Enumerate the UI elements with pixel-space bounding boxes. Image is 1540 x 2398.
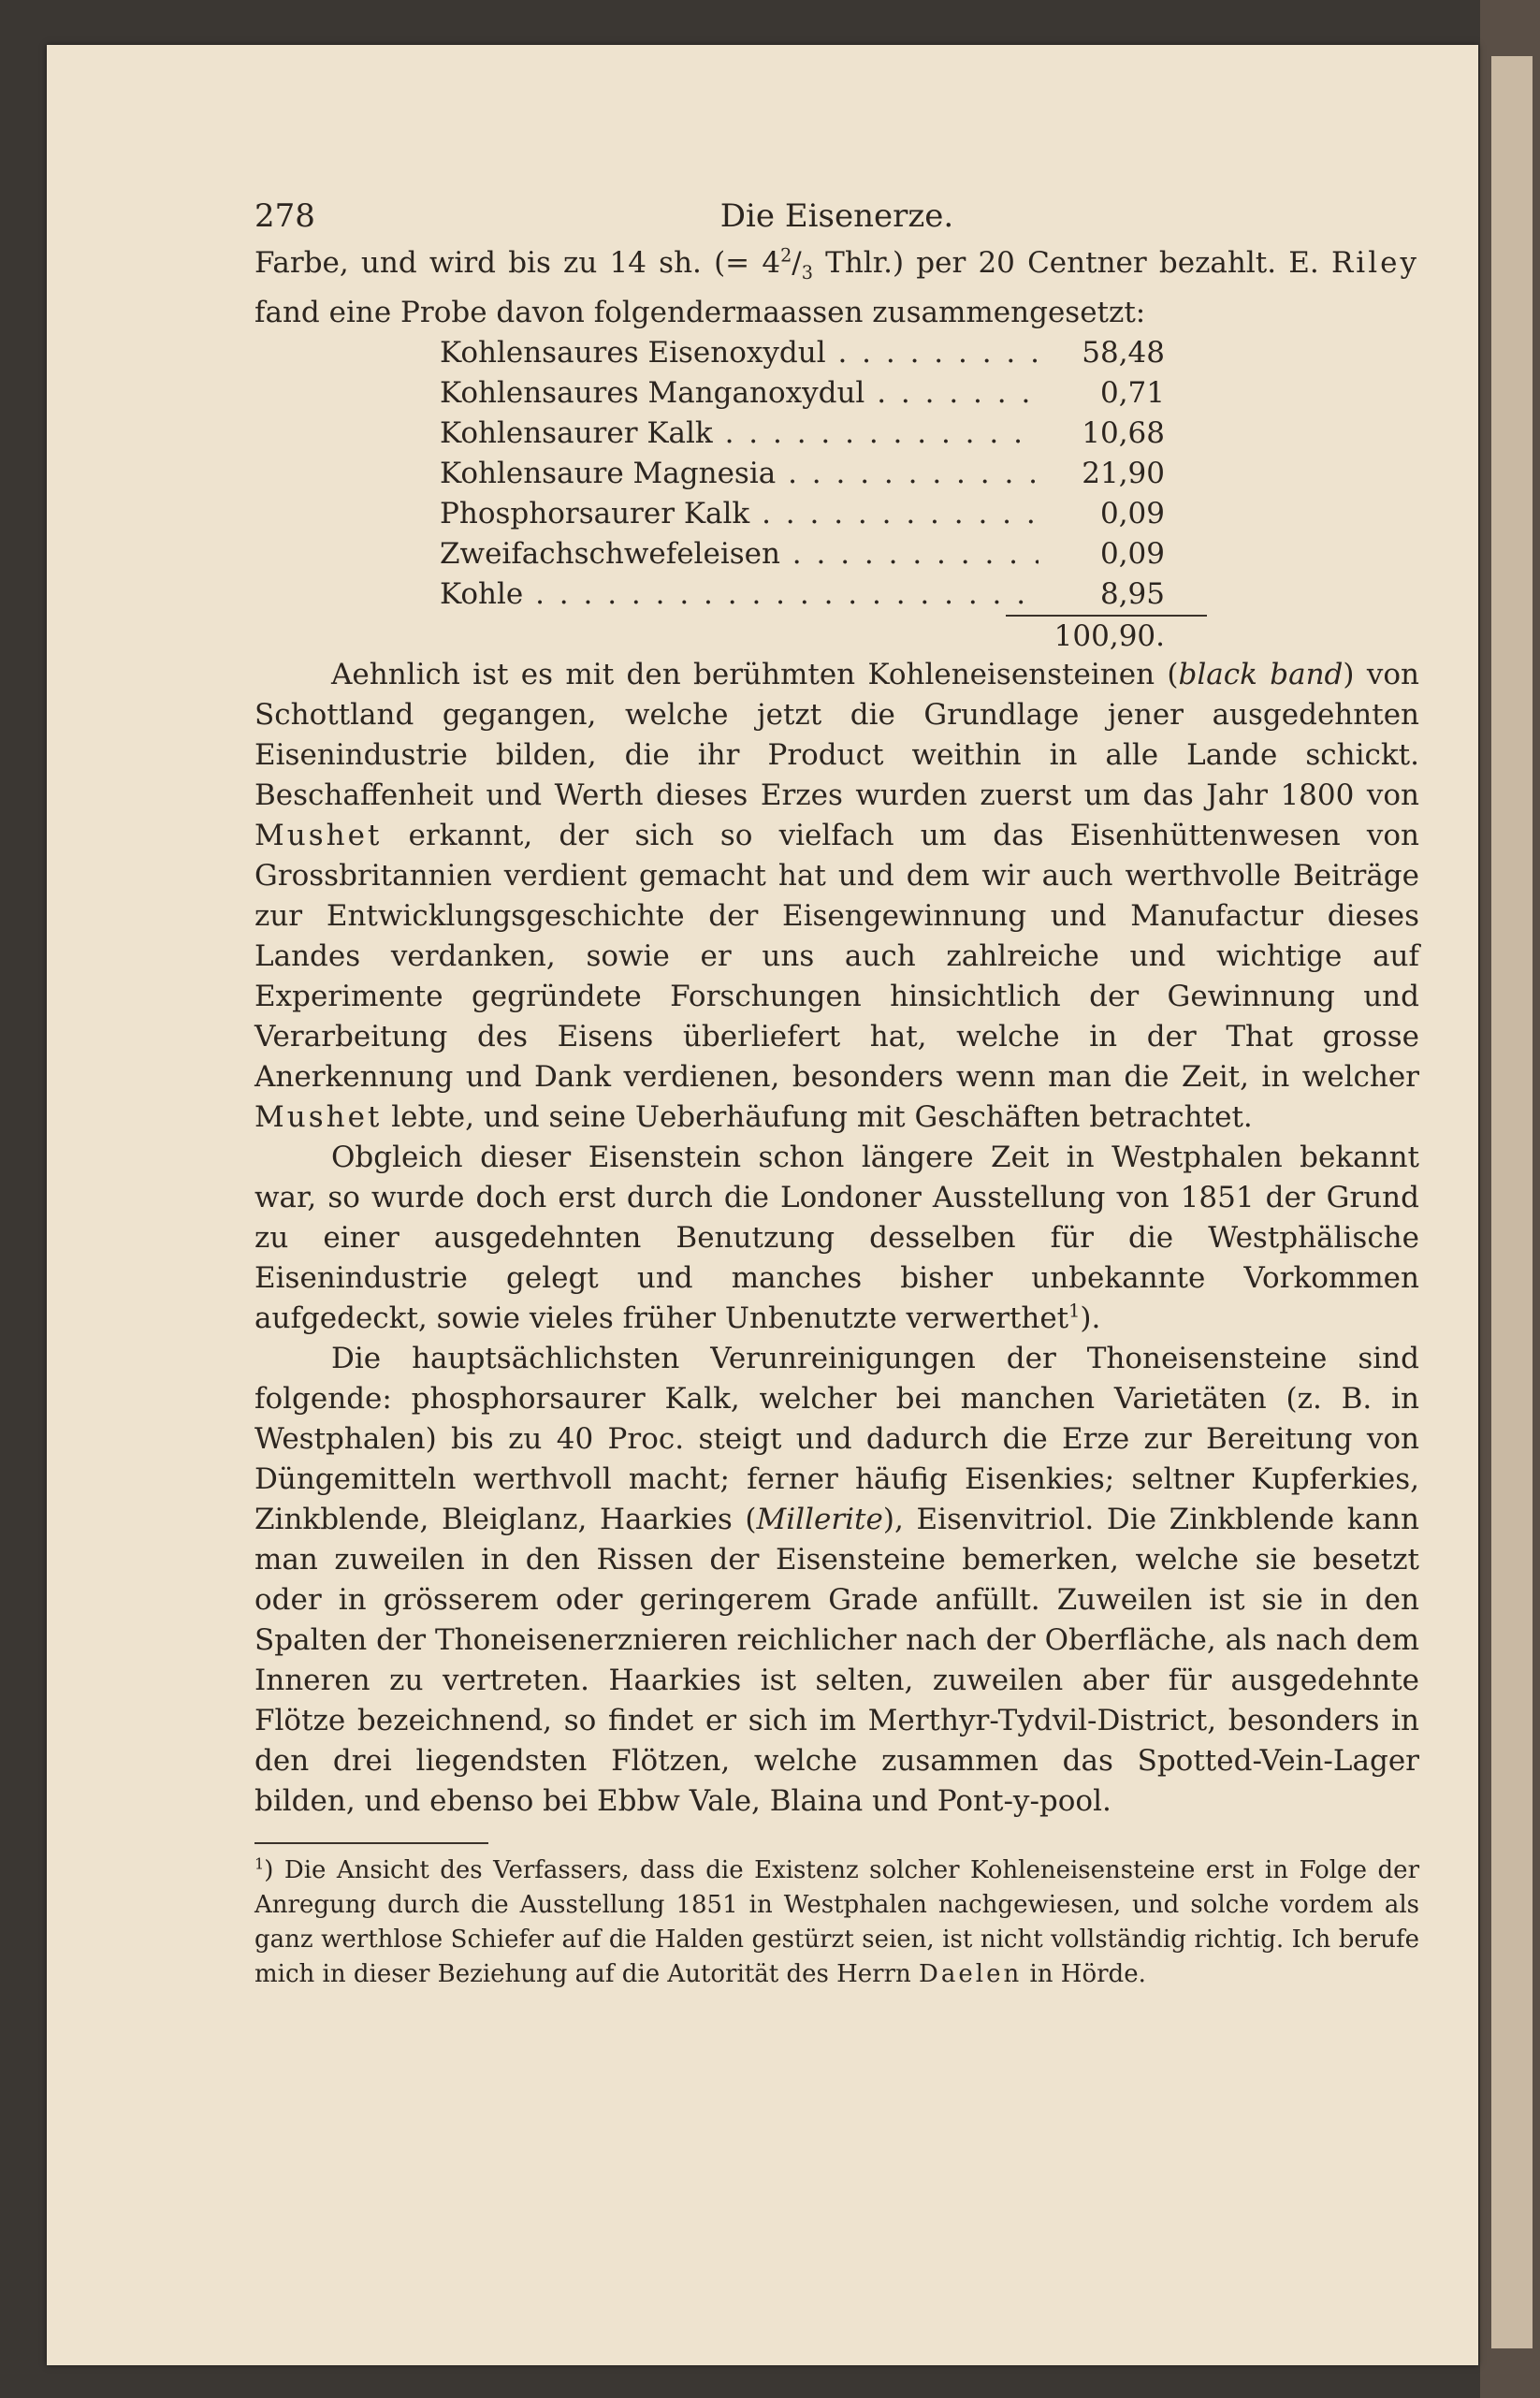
text-run: erkannt, der sich so vielfach um das Eisenhüttenwesen von Grossbritannien verdient gemacht hat und dem wir auch werthvolle Beiträge zur Entwicklungsgeschichte der Eisengewinnung und Manufactur dieses Landes verdanken, sowie er uns auch zahlreiche und wichtige auf Experimente gegründete Forschungen hinsichtlich der Gewinnung und Verarbeitung des Eisens überliefert hat, welche in der That grosse Anerkennung und Dank verdienen, besonders wenn man die Zeit, in welcher — [254, 819, 1419, 1095]
page-number: 278 — [254, 197, 315, 235]
table-row — [440, 494, 1207, 534]
author-name-riley: Riley — [1330, 246, 1419, 280]
text-run: Die hauptsächlichsten Verunreinigungen der Thoneisensteine sind folgende: phosphorsaurer Kalk, welcher bei manchen Varietäten (z. B. in Westphalen) bis zu 40 Proc. steigt und dadurch die Erze zur Bereitung von Düngemitteln werthvoll macht; ferner häufig Eisenkies; seltner Kupferkies, Zinkblende, Bleiglanz, Haarkies ( — [254, 1342, 1419, 1537]
italic-term: Millerite — [756, 1503, 883, 1537]
lead-line-1: Farbe, und wird bis zu 14 sh. (= 4 — [254, 246, 781, 280]
component-value: 21,90 — [1082, 457, 1165, 491]
component-name: Kohlensaures Eisenoxydul . . . — [440, 333, 1039, 373]
person-name: Daelen — [919, 1960, 1023, 1989]
footnote-ref: 1 — [1068, 1300, 1081, 1322]
footnote-mark: 1 — [254, 1854, 265, 1873]
footnote — [254, 1853, 1419, 1992]
table-row — [440, 333, 1207, 373]
component-value: 10,68 — [1082, 416, 1165, 451]
text-run: ) von Schottland gegangen, welche jetzt die Grundlage jener ausgedehnten Eisenindustrie bilden, die ihr Product weithin in alle Lande schickt. Beschaffenheit und Werth dieses Erzes wurden zuerst um das Jahr 1800 von — [254, 658, 1419, 813]
person-name: Mushet — [254, 1100, 383, 1135]
person-name: Mushet — [254, 819, 383, 853]
component-name: Zweifachschwefeleisen . . . — [440, 534, 1039, 574]
running-title: Die Eisenerze. — [719, 197, 954, 235]
running-header — [254, 196, 1419, 243]
footnote-divider — [254, 1842, 488, 1844]
text-run: Obgleich dieser Eisenstein schon längere Zeit in Westphalen bekannt war, so wurde doch erst durch die Londoner Ausstellung von 1851 der Grund zu einer ausgedehnten Benutzung desselben für die Westphälische Eisenindustrie gelegt und manches bisher unbekannte Vorkommen aufgedeckt, sowie vieles früher Unbenutzte verwerthet — [254, 1141, 1419, 1336]
text-run: in Hörde. — [1022, 1960, 1146, 1989]
component-value: 0,71 — [1099, 376, 1165, 411]
component-value: 0,09 — [1099, 537, 1165, 572]
text-run: Aehnlich ist es mit den berühmten Kohleneisensteinen ( — [331, 658, 1179, 692]
component-value: 0,09 — [1099, 497, 1165, 531]
component-value: 58,48 — [1082, 336, 1165, 371]
text-run: ), Eisenvitriol. Die Zinkblende kann man zuweilen in den Rissen der Eisensteine bemerken, welche sie besetzt oder in grösserem oder geringerem Grade anfüllt. Zuweilen ist sie in den Spalten der Thoneisenerznieren reichlicher nach der Oberfläche, als nach dem Inneren zu vertreten. Haarkies ist selten, zuweilen aber für ausgedehnte Flötze bezeichnend, so findet er sich im Merthyr-Tydvil-District, besonders in den drei liegendsten Flötzen, welche zusammen das Spotted-Vein-Lager bilden, und ebenso bei Ebbw Vale, Blaina und Pont-y-pool. — [254, 1503, 1419, 1819]
component-name: Phosphorsaurer Kalk . . . — [440, 494, 1039, 534]
component-name: Kohlensaurer Kalk . . . — [440, 414, 1039, 454]
table-total: 100,90. — [1006, 615, 1207, 655]
lead-line-2: fand eine Probe davon folgendermaassen zusammengesetzt: — [254, 296, 1146, 330]
lead-line-1-end: Thlr.) per 20 Centner bezahlt. — [812, 246, 1277, 280]
lead-line-2-prefix: E. — [1288, 246, 1331, 280]
text-run: ) Die Ansicht des Verfassers, dass die Existenz solcher Kohleneisensteine erst in Folge der Anregung durch die Ausstellung 1851 in Westphalen nachgewiesen, und solche vordem als ganz werthlose Schiefer auf die Halden gestürzt seien, ist nicht vollständig richtig. Ich berufe mich in dieser Beziehung auf die Autorität des Herrn — [254, 1856, 1419, 1989]
italic-term: black band — [1178, 658, 1344, 692]
lead-text — [254, 243, 1419, 333]
paragraph-black-band — [254, 655, 1419, 1138]
table-row — [440, 373, 1207, 414]
component-name: Kohlensaure Magnesia . . . — [440, 454, 1039, 494]
text-run: lebte, und seine Ueberhäufung mit Geschäften betrachtet. — [382, 1100, 1253, 1135]
paragraph-westphalen — [254, 1138, 1419, 1339]
table-total-row — [440, 615, 1207, 655]
fraction-numerator: 2 — [780, 244, 792, 267]
composition-table — [440, 333, 1207, 655]
component-name: Kohlensaures Manganoxydul . . . — [440, 373, 1039, 414]
table-row — [440, 414, 1207, 454]
table-row — [440, 454, 1207, 494]
table-row — [440, 534, 1207, 574]
fraction-slash: / — [792, 246, 802, 280]
component-name: Kohle . . . — [440, 574, 1039, 615]
page-content — [254, 196, 1419, 1992]
paragraph-impurities — [254, 1339, 1419, 1822]
component-value: 8,95 — [1099, 577, 1165, 612]
page-edge-strip — [1491, 56, 1533, 2348]
fraction-denominator: 3 — [801, 262, 813, 284]
table-row — [440, 574, 1207, 615]
adjacent-page-edge — [1480, 0, 1540, 2398]
text-run: ). — [1080, 1301, 1101, 1336]
